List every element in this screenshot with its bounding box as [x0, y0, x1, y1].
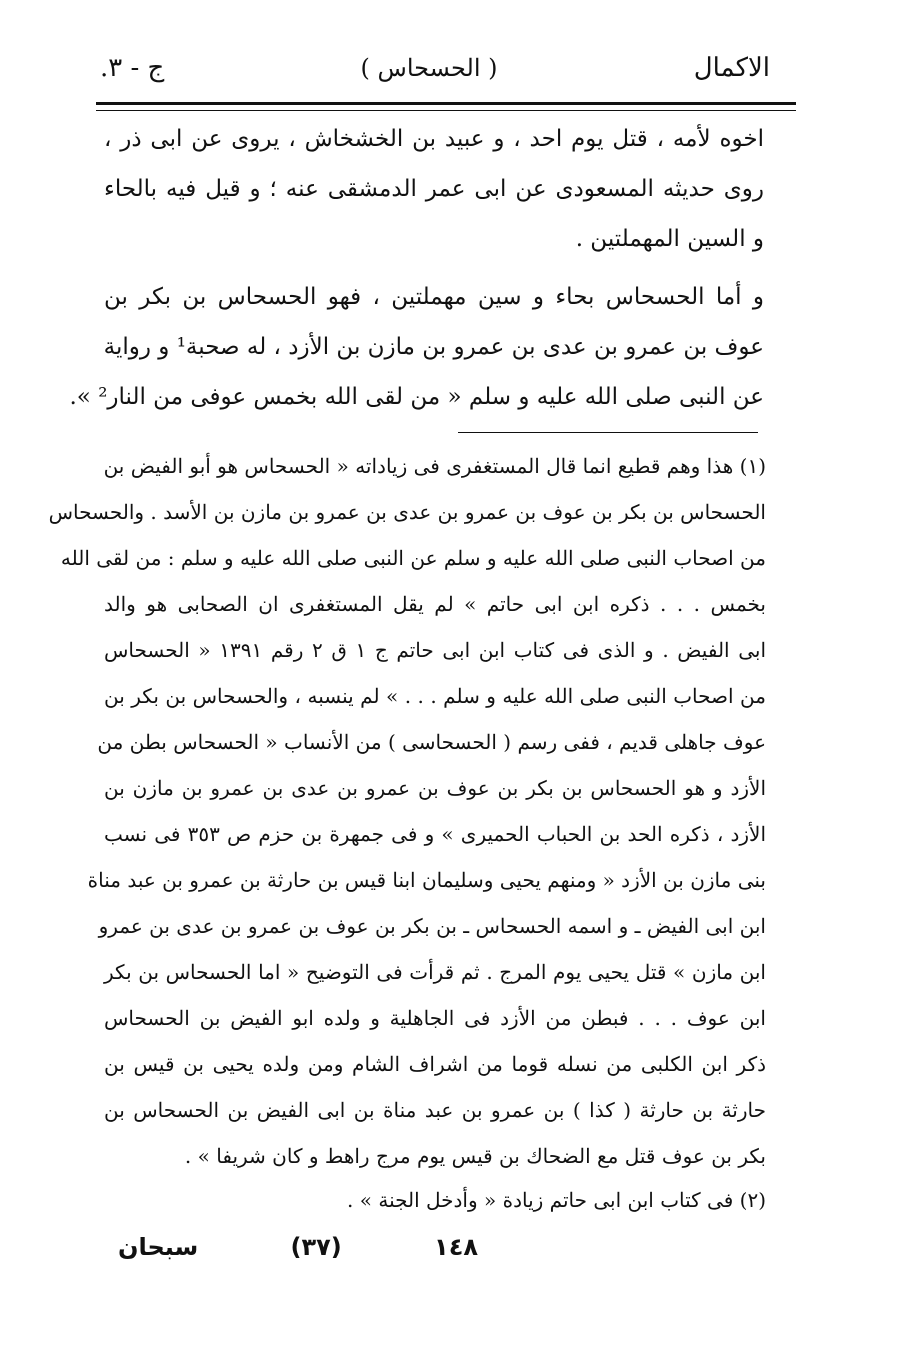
- header-rule-thin: [96, 110, 796, 111]
- footnote-line: الحسحاس بن بكر بن عوف بن عمرو بن عدى بن عمرو بن مازن بن الأسد . والحسحاس: [48, 500, 766, 524]
- footnote-line: (٢) فى كتاب ابن ابى حاتم زيادة « وأدخل الجنة » .: [347, 1188, 766, 1212]
- footnote-line: ابن ابى الفيض ـ و اسمه الحسحاس ـ بن بكر بن عوف بن عمرو بن عدى بن عمرو: [98, 914, 766, 938]
- header-book-title: الاكمال: [693, 53, 770, 83]
- body-line: اخوه لأمه ، قتل يوم احد ، و عبيد بن الخشخاش ، يروى عن ابى ذر ،: [104, 126, 764, 152]
- footnote-line: من اصحاب النبى صلى الله عليه و سلم عن النبى صلى الله عليه و سلم : من لقى الله: [60, 546, 766, 570]
- paragraph-1: [104, 114, 764, 264]
- footnote-line: الأزد ، ذكره الحد بن الحباب الحميرى » و فى جمهرة بن حزم ص ٣٥٣ فى نسب: [104, 822, 766, 846]
- footnote-1: [48, 443, 766, 1179]
- body-line: عوف بن عمرو بن عدى بن عمرو بن مازن بن الأزد ، له صحبة¹ و رواية: [103, 334, 764, 360]
- footnote-line: الأزد و هو الحسحاس بن بكر بن عوف بن عمرو بن عدى بن عمرو بن مازن بن: [104, 776, 766, 800]
- footnote-line: (١) هذا وهم قطيع انما قال المستغفرى فى زياداته « الحسحاس هو أبو الفيض بن: [103, 454, 766, 478]
- footnote-line: ابى الفيض . و الذى فى كتاب ابن ابى حاتم ج ١ ق ٢ رقم ١٣٩١ « الحسحاس: [104, 638, 766, 662]
- footnote-line: بنى مازن بن الأزد « ومنهم يحيى وسليمان ابنا قيس بن حارثة بن عمرو بن عبد مناة: [87, 868, 766, 892]
- footnote-line: بخمس . . . ذكره ابن ابى حاتم » لم يقل المستغفرى ان الصحابى هو والد: [104, 592, 766, 616]
- body-line: و أما الحسحاس بحاء و سين مهملتين ، فهو الحسحاس بن بكر بن: [104, 284, 764, 310]
- page-number: ١٤٨: [434, 1233, 478, 1261]
- footnote-line: ابن مازن » قتل يحيى يوم المرج . ثم قرأت فى التوضيح « اما الحسحاس بن بكر: [104, 960, 766, 984]
- footnote-line: بكر بن عوف قتل مع الضحاك بن قيس يوم مرج راهط و كان شريفا » .: [184, 1144, 766, 1168]
- page-header: [100, 48, 770, 88]
- footnote-line: حارثة بن حارثة ( كذا ) بن عمرو بن عبد مناة بن ابى الفيض بن الحسحاس بن: [104, 1098, 766, 1122]
- footnote-separator: [458, 432, 758, 433]
- footnote-line: من اصحاب النبى صلى الله عليه و سلم . . . » لم ينسبه ، والحسحاس بن بكر بن: [104, 684, 766, 708]
- footnote-2: [104, 1177, 766, 1223]
- body-line: روى حديثه المسعودى عن ابى عمر الدمشقى عنه ؛ و قيل فيه بالحاء: [104, 176, 764, 202]
- footnote-line: عوف جاهلى قديم ، ففى رسم ( الحسحاسى ) من الأنساب « الحسحاس بطن من: [97, 730, 766, 754]
- body-line: و السين المهملتين .: [575, 226, 764, 252]
- section-number: (٣٧): [290, 1233, 342, 1261]
- header-rule-thick: [96, 102, 796, 105]
- body-line: عن النبى صلى الله عليه و سلم « من لقى الله بخمس عوفى من النار² ».: [69, 384, 764, 410]
- header-entry-title: ( الحسحاس ): [360, 54, 498, 82]
- catchword: سبحان: [118, 1233, 199, 1261]
- header-volume: ج - ٣.: [100, 53, 165, 83]
- page-footer: [118, 1227, 478, 1267]
- paragraph-2: [69, 272, 764, 422]
- footnote-line: ابن عوف . . . فبطن من الأزد فى الجاهلية و ولده ابو الفيض بن الحسحاس: [104, 1006, 766, 1030]
- footnote-line: ذكر ابن الكلبى من نسله قوما من اشراف الشام ومن ولده يحيى بن قيس بن: [104, 1052, 766, 1076]
